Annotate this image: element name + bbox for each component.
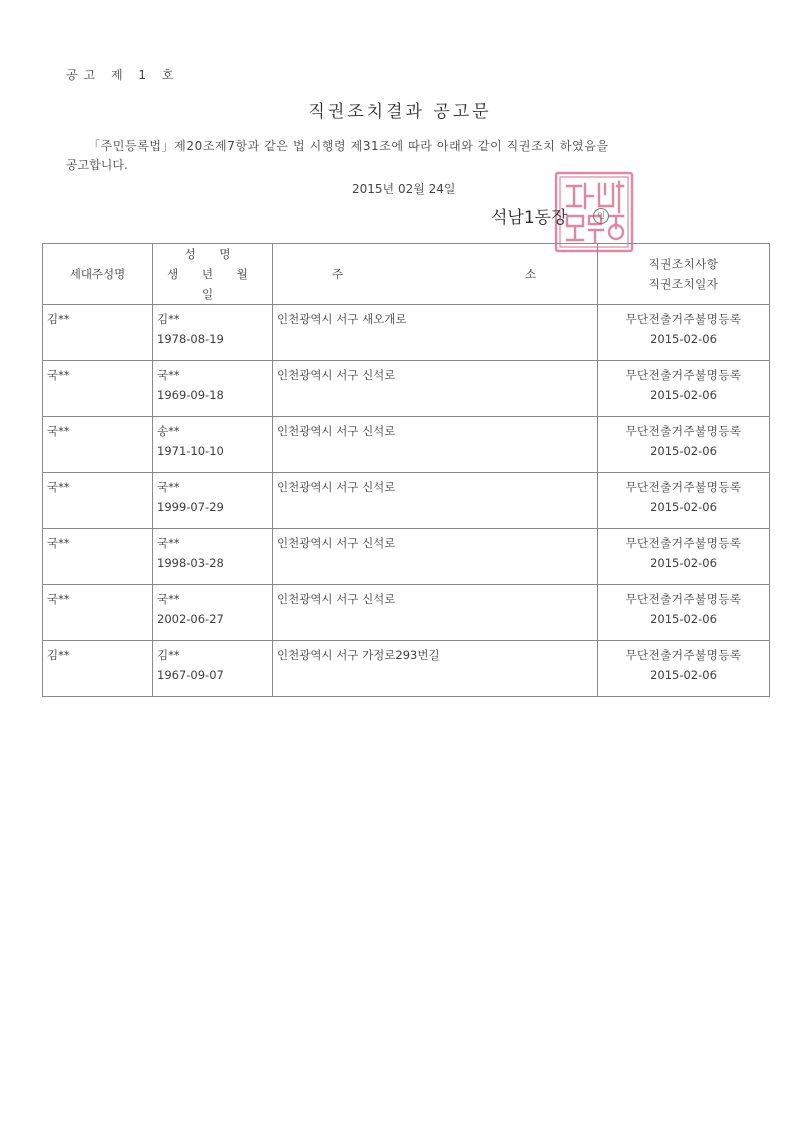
cell-birth: 1978-08-19 [157,332,224,346]
header-name-birth [153,244,273,305]
cell-householder: 국** [47,424,70,438]
cell-action-date: 2015-02-06 [650,444,717,458]
cell-action-date: 2015-02-06 [650,388,717,402]
cell-action-date: 2015-02-06 [650,668,717,682]
cell-address: 인천광역시 서구 신석로 [277,480,396,494]
cell-name: 국** [157,480,180,494]
cell-action: 무단전출거주불명등록 [625,424,742,438]
cell-name: 김** [157,648,180,662]
header-householder: 세대주성명 [43,244,153,305]
notice-number: 공고 제 1 호 [66,68,180,82]
cell-birth: 1999-07-29 [157,500,224,514]
cell-action: 무단전출거주불명등록 [625,480,742,494]
cell-action: 무단전출거주불명등록 [625,312,742,326]
cell-address: 인천광역시 서구 신석로 [277,592,396,606]
cell-action: 무단전출거주불명등록 [625,648,742,662]
header-address [273,244,598,305]
table-row [43,305,770,361]
cell-address: 인천광역시 서구 신석로 [277,536,396,550]
header-action-item: 직권조치사항 [648,257,719,271]
table-row [43,585,770,641]
header-name: 성 명 [184,247,241,261]
cell-birth: 1967-09-07 [157,668,224,682]
cell-address: 인천광역시 서구 신석로 [277,368,396,382]
header-action-date: 직권조치일자 [648,277,719,291]
table-header-row [43,244,770,305]
header-address-1: 주 [331,267,345,281]
cell-name: 국** [157,592,180,606]
body-line-2: 공고합니다. [66,158,128,172]
header-address-2: 소 [525,267,539,281]
cell-address: 인천광역시 서구 신석로 [277,424,396,438]
header-birth: 생 년 월 일 [167,267,258,301]
cell-birth: 1969-09-18 [157,388,224,402]
cell-birth: 2002-06-27 [157,612,224,626]
table-row [43,529,770,585]
cell-action-date: 2015-02-06 [650,500,717,514]
cell-action: 무단전출거주불명등록 [625,536,742,550]
cell-householder: 국** [47,592,70,606]
cell-action: 무단전출거주불명등록 [625,592,742,606]
records-table [42,243,770,697]
cell-householder: 김** [47,312,70,326]
table-row [43,641,770,697]
cell-householder: 국** [47,480,70,494]
table-row [43,417,770,473]
cell-birth: 1998-03-28 [157,556,224,570]
body-line-1: 「주민등록법」제20조제7항과 같은 법 시행령 제31조에 따라 아래와 같이 직권조치 하였음을 [88,139,609,153]
cell-householder: 김** [47,648,70,662]
issuer-name: 석남1동장 [491,208,568,228]
cell-birth: 1971-10-10 [157,444,224,458]
cell-address: 인천광역시 서구 새오개로 [277,312,407,326]
cell-householder: 국** [47,536,70,550]
table-row [43,361,770,417]
cell-name: 국** [157,536,180,550]
cell-name: 국** [157,368,180,382]
cell-name: 송** [157,424,180,438]
cell-name: 김** [157,312,180,326]
header-action [598,244,770,305]
issuer-seal-mark: 인 [593,208,609,224]
cell-action-date: 2015-02-06 [650,556,717,570]
cell-action-date: 2015-02-06 [650,612,717,626]
cell-action-date: 2015-02-06 [650,332,717,346]
table-row [43,473,770,529]
document-title: 직권조치결과 공고문 [308,102,492,122]
document-date: 2015년 02월 24일 [352,182,456,196]
cell-action: 무단전출거주불명등록 [625,368,742,382]
cell-householder: 국** [47,368,70,382]
cell-address: 인천광역시 서구 가정로293번길 [277,648,440,662]
